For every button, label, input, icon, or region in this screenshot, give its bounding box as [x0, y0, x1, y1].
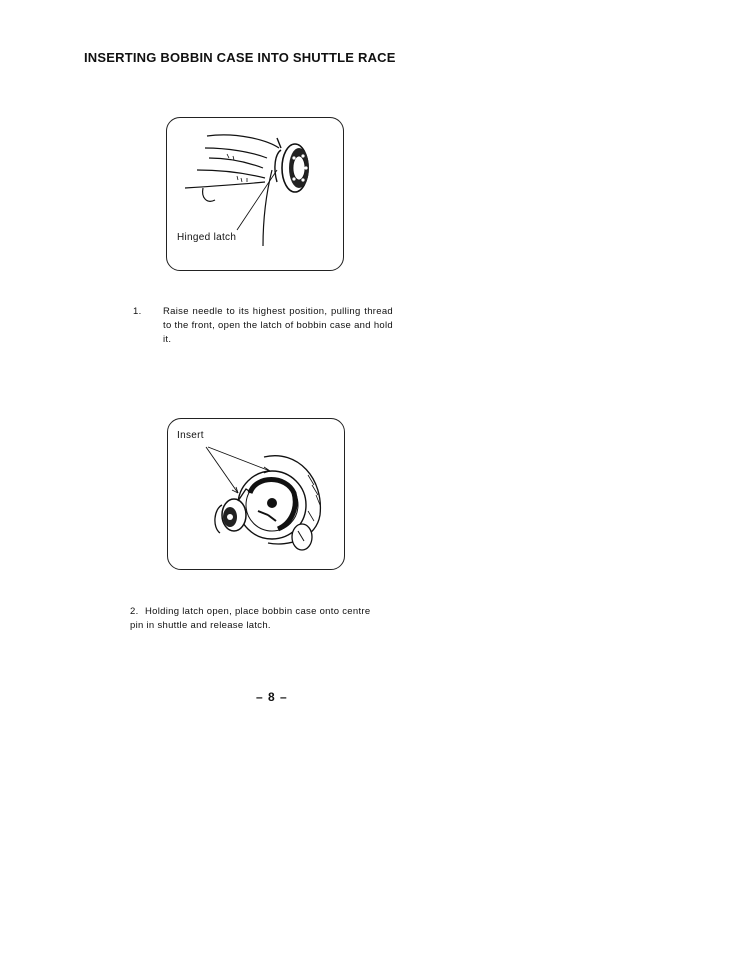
bobbin-case-hand-illustration — [167, 118, 343, 270]
callout-hinged-latch: Hinged latch — [177, 232, 237, 243]
step-text: Raise needle to its highest position, pulling thread to the front, open the latch of bobbin case and hold it. — [163, 306, 393, 345]
step-number: 2. — [130, 606, 139, 617]
page-title: INSERTING BOBBIN CASE INTO SHUTTLE RACE — [84, 50, 396, 65]
instruction-step-1 — [133, 305, 393, 347]
page-number: – 8 – — [256, 690, 288, 704]
figure-hinged-latch — [166, 117, 344, 271]
step-number: 1. — [133, 306, 142, 317]
step-text: Holding latch open, place bobbin case onto centre pin in shuttle and release latch. — [130, 606, 371, 631]
figure-insert — [167, 418, 345, 570]
instruction-step-2 — [130, 605, 375, 633]
shuttle-race-illustration — [168, 419, 344, 569]
callout-insert: Insert — [177, 430, 204, 441]
